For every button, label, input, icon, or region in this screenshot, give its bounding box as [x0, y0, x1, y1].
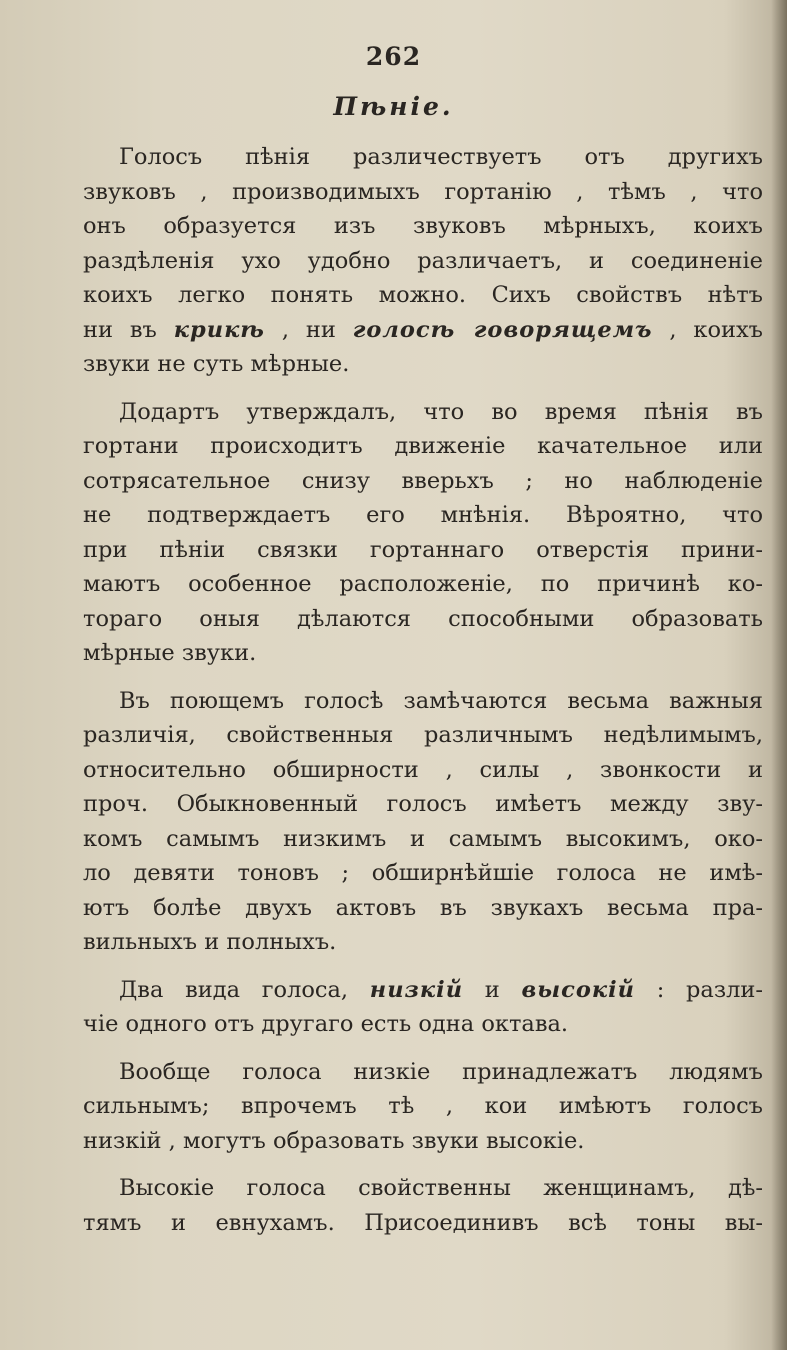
- text-line: Высокiе голоса свойственны женщинамъ, дѣ-: [119, 1175, 763, 1201]
- text-line: Два вида голоса, низкiй и высокiй : разли-: [119, 976, 763, 1003]
- text-line: звуковъ , производимыхъ гортанiю , тѣмъ , что: [83, 178, 763, 205]
- text-line: онъ образуется изъ звуковъ мѣрныхъ, коихъ: [83, 213, 763, 239]
- text-line: Вообще голоса низкiе принадлежатъ людямъ: [119, 1058, 763, 1085]
- text-line: относительно обширности , силы , звонкости и: [83, 756, 763, 783]
- paragraph-3: [83, 684, 763, 960]
- text-line: мѣрные звуки.: [83, 640, 257, 666]
- text-line: маютъ особенное расположенiе, по причинѣ ко-: [83, 571, 763, 597]
- italic-term: высокiй: [521, 976, 635, 1003]
- text-line: ло девяти тоновъ ; обширнѣйшiе голоса не имѣ-: [83, 860, 763, 886]
- paragraph-5: [83, 1055, 763, 1159]
- text-line: чiе одного отъ другаго есть одна октава.: [83, 1011, 569, 1037]
- italic-term: низкiй: [369, 976, 464, 1003]
- text-line: Додартъ утверждалъ, что во время пѣнія въ: [119, 398, 763, 425]
- text-line: сотрясательное снизу вверьхъ ; но наблюденiе: [83, 467, 763, 494]
- text-line: не подтверждаетъ его мнѣнія. Вѣроятно, что: [83, 502, 763, 528]
- section-title: Пѣніе.: [333, 92, 454, 121]
- paragraph-2: [83, 395, 763, 671]
- body-text: [83, 140, 763, 1253]
- text-line: звуки не суть мѣрные.: [83, 351, 350, 377]
- text-line: при пѣнiи связки гортаннаго отверстія прини-: [83, 536, 763, 563]
- text-line: различія, свойственныя различнымъ недѣлимымъ,: [83, 722, 763, 748]
- page-edge-shadow: [771, 0, 787, 1350]
- paragraph-6: [83, 1171, 763, 1240]
- text-line: Въ поющемъ голосѣ замѣчаются весьма важныя: [119, 687, 763, 714]
- text-line: раздѣленія ухо удобно различаетъ, и соединенiе: [83, 247, 763, 274]
- text-line: вильныхъ и полныхъ.: [83, 929, 337, 955]
- text-line: низкiй , могутъ образовать звуки высокiе.: [83, 1127, 585, 1154]
- text-line: тямъ и евнухамъ. Присоединивъ всѣ тоны вы-: [83, 1209, 763, 1236]
- italic-term: крикѣ: [173, 316, 265, 343]
- text-line: сильнымъ; впрочемъ тѣ , кои имѣютъ голосъ: [83, 1093, 763, 1119]
- paragraph-4: [83, 973, 763, 1042]
- text-line: Голосъ пѣнія различествуетъ отъ другихъ: [119, 144, 763, 170]
- text-line: комъ самымъ низкимъ и самымъ высокимъ, око-: [83, 825, 763, 852]
- text-line: тораго оныя дѣлаются способными образовать: [83, 605, 763, 632]
- text-line: ютъ болѣе двухъ актовъ въ звукахъ весьма пра-: [83, 894, 763, 921]
- paragraph-1: [83, 140, 763, 382]
- text-line: ни въ крикѣ , ни голосѣ говорящемъ , коихъ: [83, 316, 763, 343]
- italic-term: голосѣ говорящемъ: [352, 316, 653, 343]
- page-number: 262: [365, 42, 422, 71]
- text-line: проч. Обыкновенный голосъ имѣетъ между зву-: [83, 791, 763, 817]
- text-line: гортани происходитъ движенiе качательное или: [83, 433, 763, 459]
- text-line: коихъ легко понять можно. Сихъ свойствъ нѣтъ: [83, 282, 763, 308]
